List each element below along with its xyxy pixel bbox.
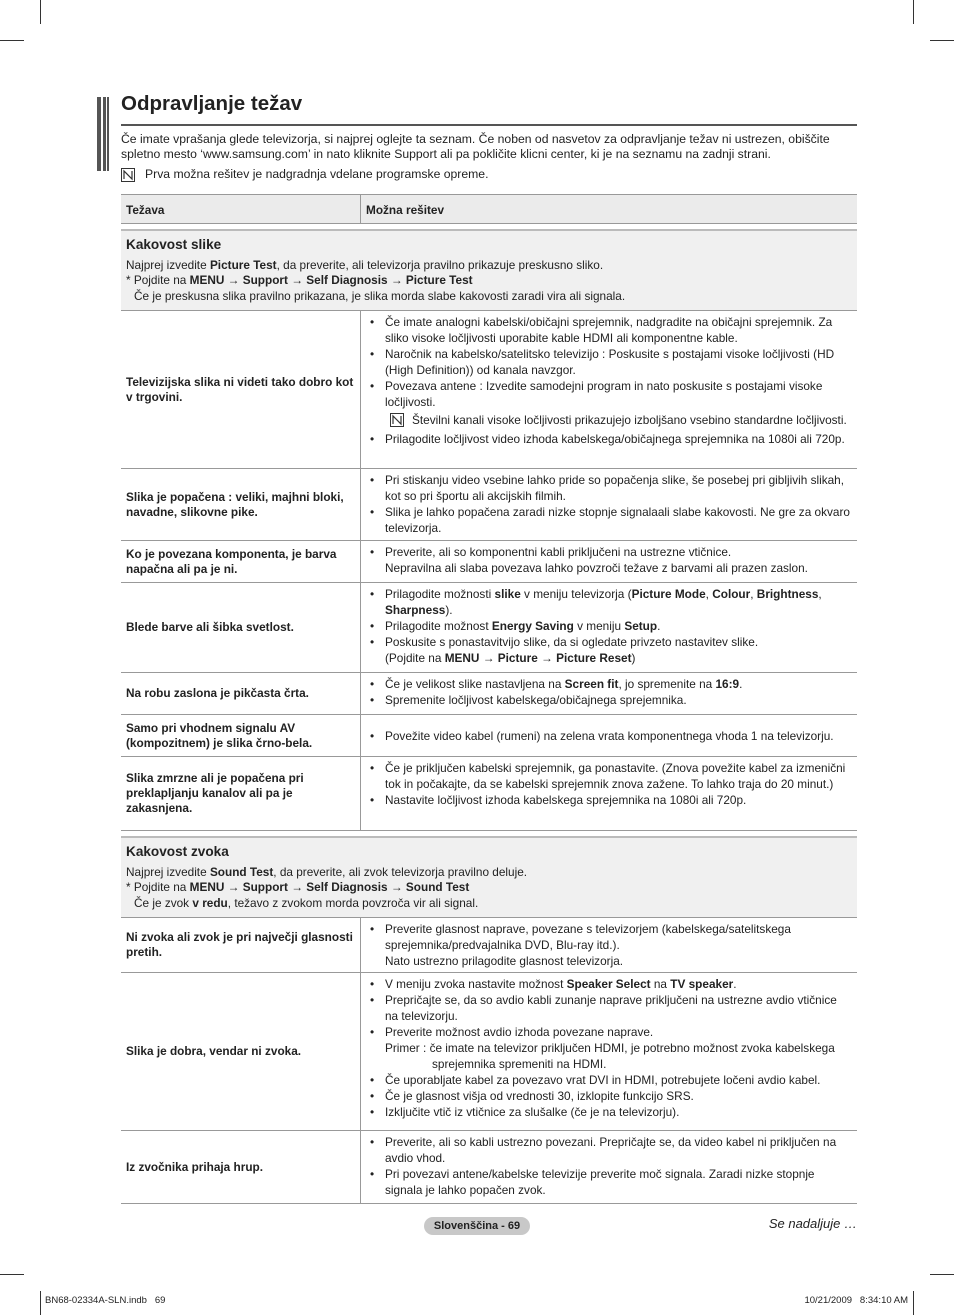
list-item: • Izključite vtič iz vtičnice za slušalke (če je na televizorju). [370, 1104, 853, 1120]
section-line: * Pojdite na MENU → Support → Self Diagnosis → Sound Test [126, 880, 470, 894]
solution-cell [361, 541, 857, 582]
section-heading: Kakovost slike [126, 237, 222, 252]
table-row [121, 468, 857, 540]
sub-note: Številni kanali visoke ločljivosti prikazujejo izboljšano vsebino standardne ločljivosti. [390, 412, 853, 428]
col-problem-header: Težava [121, 195, 361, 223]
note-pencil-icon [121, 168, 135, 182]
intro-text: Če imate vprašanja glede televizorja, si najprej oglejte ta seznam. Če noben od nasvetov za odpravljanje težav ni ustrezen, obiščite spletno mesto ‘www.samsung.com’ in nato kliknite Support ali pa pokličite klicni center, ki je na seznamu na zadnji strani. [121, 132, 830, 161]
problem-cell: Ni zvoka ali zvok je pri največji glasnosti pretih. [121, 918, 361, 972]
crop-mark [913, 1291, 914, 1315]
problem-cell: Slika zmrzne ali je popačena pri preklapljanju kanalov ali pa je zakasnjena. [121, 757, 361, 830]
solution-cell [361, 583, 857, 672]
title-rule [121, 124, 857, 126]
problem-cell: Iz zvočnika prihaja hrup. [121, 1131, 361, 1203]
table-row [121, 972, 857, 1130]
list-item: • Prilagodite možnost Energy Saving v meniju Setup. [370, 618, 853, 634]
page-number-badge: Slovenščina - 69 [424, 1217, 530, 1235]
solution-cell [361, 673, 857, 714]
imprint-file: BN68-02334A-SLN.indb 69 [45, 1295, 166, 1306]
list-item: • V meniju zvoka nastavite možnost Speaker Select na TV speaker. [370, 976, 853, 992]
section-line: Če je preskusna slika pravilno prikazana, je slika morda slabe kakovosti zaradi vira ali signala. [134, 288, 626, 303]
list-item: • Če imate analogni kabelski/običajni sprejemnik, nadgradite na običajni sprejemnik. Za sliko visoke ločljivosti uporabite kable HDMI ali komponentne kable. [370, 314, 853, 346]
list-item: • Če je priključen kabelski sprejemnik, ga ponastavite. (Znova povežite kabel za izmenični tok in počakajte, da se kabelski sprejemnik znova zažene. To lahko traja do 20 minut.) [370, 760, 853, 792]
list-item: • Povežite video kabel (rumeni) na zelena vrata komponentnega vhoda 1 na televizorju. [370, 728, 834, 744]
section-sound-quality [121, 836, 857, 917]
page-title: Odpravljanje težav [121, 92, 303, 115]
problem-cell: Ko je povezana komponenta, je barva napačna ali pa je ni. [121, 541, 361, 582]
list-item: • Preverite, ali so komponentni kabli priključeni na ustrezne vtičnice. Nepravilna ali slaba povezava lahko povzroči težave z barvami ali prazen zaslon. [370, 544, 853, 576]
list-item: • Spremenite ločljivost kabelskega/običajnega sprejemnika. [370, 692, 853, 708]
table-header [121, 194, 857, 224]
note-pencil-icon [390, 413, 404, 427]
crop-mark [0, 1274, 24, 1275]
list-item: • Preverite, ali so kabli ustrezno povezani. Prepričajte se, da video kabel ni priključen na avdio vhod. [370, 1134, 853, 1166]
problem-cell: Na robu zaslona je pikčasta črta. [121, 673, 361, 714]
list-item: • Preverite možnost avdio izhoda povezane naprave. Primer : če imate na televizor priključen HDMI, je potrebno možnost zvoka kabelskega sprejemnika spremeniti na HDMI. [370, 1024, 853, 1072]
list-item: • Poskusite s ponastavitvijo slike, da si ogledate privzeto nastavitev slike. (Pojdite na MENU → Picture → Picture Reset) [370, 634, 853, 666]
problem-cell: Televizijska slika ni videti tako dobro kot v trgovini. [121, 311, 361, 468]
list-item: • Slika je lahko popačena zaradi nizke stopnje signalaali slabe kakovosti. Ne gre za okvaro televizorja. [370, 504, 853, 536]
continued-label: Se nadaljuje … [768, 1216, 857, 1231]
table-row [121, 672, 857, 714]
problem-cell: Samo pri vhodnem signalu AV (kompozitnem) je slika črno-bela. [121, 715, 361, 756]
solution-cell [361, 757, 857, 830]
crop-mark [40, 1291, 41, 1315]
list-item: • Prilagodite možnosti slike v meniju televizorja (Picture Mode, Colour, Brightness, Sharpness). [370, 586, 853, 618]
section-heading: Kakovost zvoka [126, 844, 229, 859]
crop-mark [930, 40, 954, 41]
problem-cell: Slika je popačena : veliki, majhni bloki, navadne, slikovne pike. [121, 469, 361, 540]
crop-mark [930, 1274, 954, 1275]
table-row [121, 582, 857, 672]
col-solution-header: Možna rešitev [366, 203, 445, 217]
table-rule [121, 1203, 857, 1204]
list-item: • Če je glasnost višja od vrednosti 30, izklopite funkcijo SRS. [370, 1088, 853, 1104]
table-row [121, 540, 857, 582]
note-text: Prva možna rešitev je nadgradnja vdelane programske opreme. [145, 167, 489, 181]
list-item: • Povezava antene : Izvedite samodejni program in nato poskusite s postajami visoke ločljivosti. Številni kanali visoke ločljivosti prikazujejo izboljšano vsebino standardne ločljivosti. [370, 378, 853, 428]
list-item: • Pri stiskanju video vsebine lahko pride so popačenja slike, še posebej pri gibljivih slikah, kot so pri športu ali akcijskih filmih. [370, 472, 853, 504]
list-item: • Preverite glasnost naprave, povezane s televizorjem (kabelskega/satelitskega sprejemnika/predvajalnika DVD, Blu-ray itd.). Nato ustrezno prilagodite glasnost televizorja. [370, 921, 853, 969]
list-item: • Pri povezavi antene/kabelske televizije preverite moč signala. Zaradi nizke stopnje signala je lahko popačen zvok. [370, 1166, 853, 1198]
imprint-date: 10/21/2009 8:34:10 AM [804, 1295, 908, 1306]
list-item: • Naročnik na kabelsko/satelitsko televizijo : Poskusite s postajami visoke ločljivosti (HD (High Definition)) od kanala navzgor. [370, 346, 853, 378]
list-item: • Če uporabljate kabel za povezavo vrat DVI in HDMI, potrebujete ločeni avdio kabel. [370, 1072, 853, 1088]
list-item: • Če je velikost slike nastavljena na Screen fit, jo spremenite na 16:9. [370, 676, 853, 692]
section-line: Najprej izvedite Sound Test, da preverite, ali zvok televizorja pravilno deluje. [126, 864, 528, 879]
section-line: Če je zvok v redu, težavo z zvokom morda povzroča vir ali signal. [134, 895, 479, 910]
crop-mark [0, 40, 24, 41]
solution-cell [361, 918, 857, 972]
table-row [121, 714, 857, 756]
title-decoration [97, 97, 109, 171]
table-row [121, 756, 857, 830]
table-row [121, 917, 857, 972]
section-picture-quality [121, 229, 857, 310]
crop-mark [913, 0, 914, 24]
firmware-note [121, 167, 488, 182]
problem-cell: Slika je dobra, vendar ni zvoka. [121, 973, 361, 1130]
table-row [121, 310, 857, 468]
solution-cell [361, 973, 857, 1130]
solution-cell [361, 715, 857, 756]
section-line: * Pojdite na MENU → Support → Self Diagnosis → Picture Test [126, 273, 473, 287]
problem-cell: Blede barve ali šibka svetlost. [121, 583, 361, 672]
solution-cell [361, 311, 857, 468]
section-line: Najprej izvedite Picture Test, da preverite, ali televizorja pravilno prikazuje preskusno sliko. [126, 257, 604, 272]
list-item: • Prepričajte se, da so avdio kabli zunanje naprave priključeni na ustrezne avdio vtičnice na televizorju. [370, 992, 853, 1024]
solution-cell [361, 469, 857, 540]
troubleshooting-table [121, 194, 857, 1204]
solution-cell [361, 1131, 857, 1203]
table-row [121, 1130, 857, 1203]
crop-mark [40, 0, 41, 24]
list-item: • Prilagodite ločljivost video izhoda kabelskega/običajnega sprejemnika na 1080i ali 720p. [370, 431, 853, 447]
list-item: • Nastavite ločljivost izhoda kabelskega sprejemnika na 1080i ali 720p. [370, 792, 853, 808]
